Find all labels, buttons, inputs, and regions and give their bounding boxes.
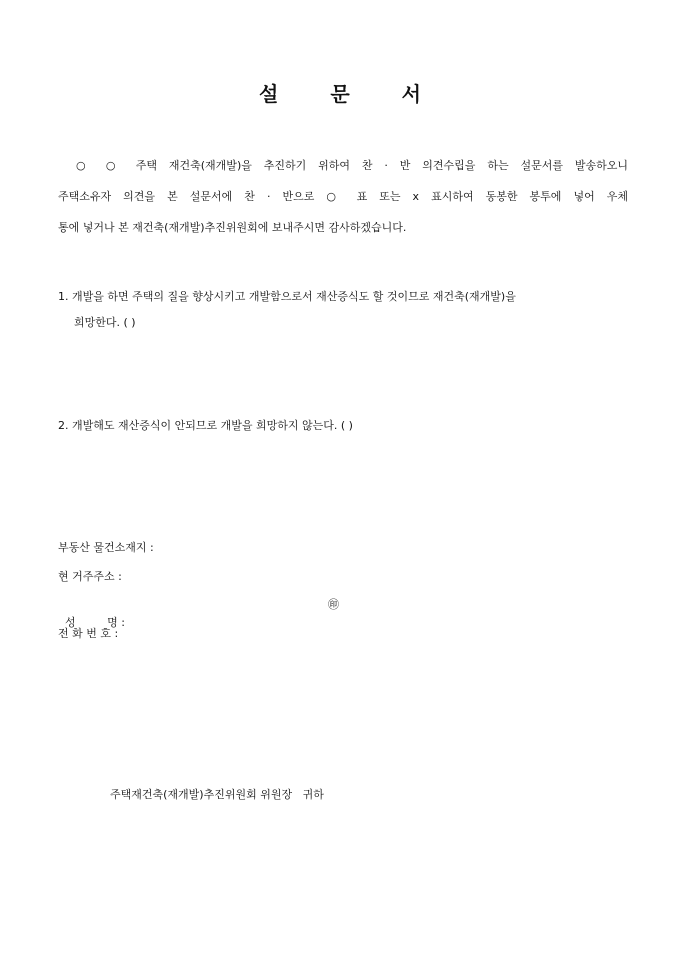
name-label: 성 명 : xyxy=(65,616,125,629)
property-location-field xyxy=(58,539,154,557)
title-char-2: 문 xyxy=(330,82,350,106)
question-1-line-2: 희망한다. ( ) xyxy=(74,316,136,329)
question-2: 2. 개발해도 재산증식이 안되므로 개발을 희망하지 않는다. ( ) xyxy=(58,419,353,432)
current-address-label: 현 거주주소 : xyxy=(58,570,122,583)
question-1 xyxy=(58,284,628,336)
title-char-3: 서 xyxy=(401,82,421,106)
intro-paragraph xyxy=(58,150,628,243)
document-title xyxy=(0,78,680,107)
question-1-line-1: 1. 개발을 하면 주택의 질을 향상시키고 개발함으로서 재산증식도 할 것이므로 재건축(재개발)을 xyxy=(58,290,516,303)
phone-label: 전 화 번 호 : xyxy=(58,627,119,640)
phone-field xyxy=(58,625,118,643)
property-location-label: 부동산 물건소재지 : xyxy=(58,541,154,554)
addressee-line: 주택재건축(재개발)추진위원회 위원장 귀하 xyxy=(110,788,324,801)
current-address-field xyxy=(58,568,122,586)
intro-line-2: 주택소유자 의견을 본 설문서에 찬 · 반으로 ○ 표 또는 x 표시하여 동봉한 봉투에 넣어 우체 xyxy=(58,190,628,203)
intro-line-3: 통에 넣거나 본 재건축(재개발)추진위원회에 보내주시면 감사하겠습니다. xyxy=(58,221,407,234)
seal-mark: ㊞ xyxy=(328,598,339,611)
title-char-1: 설 xyxy=(259,82,279,106)
intro-line-1: ○ ○ 주택 재건축(재개발)을 추진하기 위하여 찬 · 반 의견수립을 하는 설문서를 발송하오니 xyxy=(76,159,628,172)
